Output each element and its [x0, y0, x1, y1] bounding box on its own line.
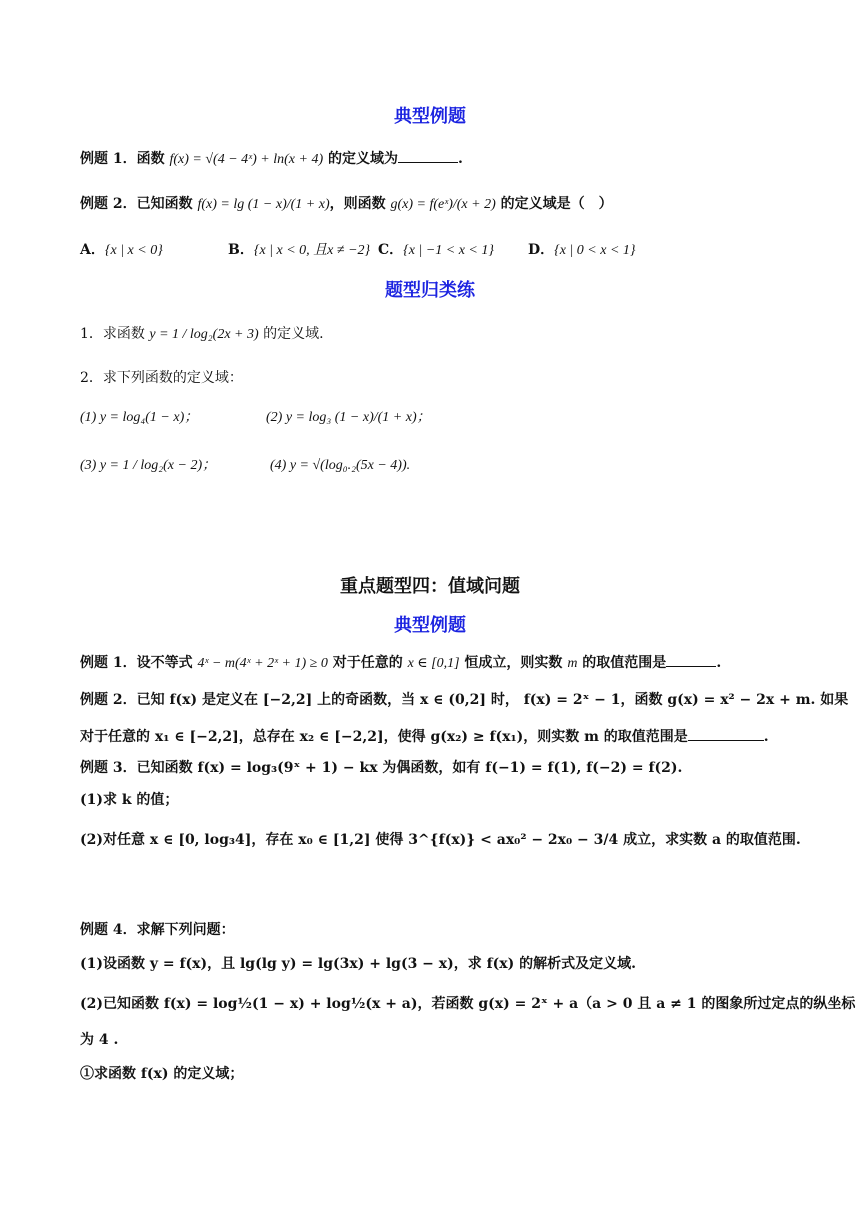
text: 已知函数 — [136, 196, 198, 212]
range-example-2-line-1 — [80, 690, 848, 710]
example-label: 例题 1． — [80, 655, 137, 671]
range-example-1 — [80, 652, 721, 674]
text: . — [457, 151, 463, 167]
example-label: 例题 1． — [80, 151, 137, 167]
range-example-3-q2: (2)对任意 x ∈ [0, log₃4]，存在 x₀ ∈ [1,2] 使得 3^{f(x)} < ax₀² − 2x₀ − 3/4 成立，求实数 a 的取值范围. — [80, 832, 801, 848]
option-label: D． — [528, 242, 555, 258]
example-label: 例题 3． — [80, 760, 137, 776]
practice-1 — [80, 324, 324, 345]
text: 对于任意的 x₁ ∈ [−2,2]，总存在 x₂ ∈ [−2,2]，使得 g(x₂) ≥ f(x₁)，则实数 m 的取值范围是 — [80, 729, 688, 745]
option-a[interactable] — [80, 240, 163, 261]
option-d[interactable] — [528, 240, 636, 261]
range-example-2-line-2 — [80, 726, 769, 747]
practice-2-item-4: (4) y = √(log₀.₂(5x − 4)). — [270, 458, 411, 473]
text: 1．求函数 — [80, 326, 150, 342]
range-example-4 — [80, 920, 235, 940]
range-example-4-q2-line-1: (2)已知函数 f(x) = log½(1 − x) + log½(x + a)，若函数 g(x) = 2ˣ + a（a > 0 且 a ≠ 1 的图象所过定点的纵坐标 — [80, 996, 856, 1012]
option-label: C． — [378, 242, 404, 258]
option-b[interactable] — [228, 240, 370, 261]
range-example-4-q1: (1)设函数 y = f(x)，且 lg(lg y) = lg(3x) + lg(3 − x)，求 f(x) 的解析式及定义域. — [80, 956, 637, 972]
range-example-4-q2-line-2: 为 4 . — [80, 1032, 119, 1048]
option-label: A． — [80, 242, 105, 258]
option-text: {x | −1 < x < 1} — [403, 243, 494, 258]
text: 的定义域是（ ） — [495, 196, 613, 212]
section-title-range: 重点题型四：值域问题 — [340, 576, 520, 597]
text: 的定义域. — [258, 326, 324, 342]
text: . — [763, 729, 769, 745]
text: 已知 f(x) 是定义在 [−2,2] 上的奇函数，当 x ∈ (0,2] 时， f(x) = 2ˣ − 1，函数 g(x) = x² − 2x + m. 如果 — [136, 692, 849, 708]
formula: g(x) = f(eˣ)/(x + 2) — [390, 197, 496, 212]
section-heading-practice: 题型归类练 — [385, 280, 475, 301]
range-example-3 — [80, 758, 682, 778]
formula: f(x) = √(4 − 4ˣ) + ln(x + 4) — [169, 152, 324, 167]
text: . — [716, 655, 722, 671]
section-heading-examples-2: 典型例题 — [394, 615, 466, 636]
formula: f(x) = lg (1 − x)/(1 + x) — [197, 197, 330, 212]
example-label: 例题 4． — [80, 922, 137, 938]
formula: 4ˣ − m(4ˣ + 2ˣ + 1) ≥ 0 — [197, 656, 328, 671]
section-heading-examples: 典型例题 — [394, 106, 466, 127]
formula: y = 1 / log₂(2x + 3) — [149, 327, 259, 342]
text: ，则函数 — [329, 196, 391, 212]
formula: x ∈ [0,1] — [407, 656, 460, 671]
text: 设不等式 — [136, 655, 198, 671]
practice-2-item-3: (3) y = 1 / log₂(x − 2)； — [80, 458, 217, 473]
text: 的取值范围是 — [577, 655, 667, 671]
option-text: {x | x < 0, 且x ≠ −2} — [253, 243, 371, 258]
option-text: {x | x < 0} — [104, 243, 163, 258]
text: 函数 — [136, 151, 170, 167]
practice-2: 2．求下列函数的定义域： — [80, 370, 243, 386]
text: 求解下列问题： — [136, 922, 235, 938]
example-label: 例题 2． — [80, 692, 137, 708]
example-2 — [80, 194, 613, 215]
option-c[interactable] — [378, 240, 494, 261]
answer-blank — [398, 148, 458, 163]
example-label: 例题 2． — [80, 196, 137, 212]
text: 对于任意的 — [327, 655, 408, 671]
text: 的定义域为 — [323, 151, 398, 167]
option-label: B． — [228, 242, 254, 258]
practice-2-item-1: (1) y = log₄(1 − x)； — [80, 410, 199, 425]
answer-blank — [666, 652, 716, 667]
range-example-3-q1: (1)求 k 的值； — [80, 792, 179, 808]
option-text: {x | 0 < x < 1} — [554, 243, 636, 258]
practice-2-item-2: (2) y = log₃ (1 − x)/(1 + x)； — [266, 410, 431, 425]
variable: m — [567, 656, 578, 671]
text: 已知函数 f(x) = log₃(9ˣ + 1) − kx 为偶函数，如有 f(−1) = f(1), f(−2) = f(2). — [136, 760, 683, 776]
answer-blank — [688, 726, 764, 741]
range-example-4-q2-sub-1: ①求函数 f(x) 的定义域； — [80, 1066, 244, 1082]
text: 恒成立，则实数 — [459, 655, 568, 671]
example-1 — [80, 148, 463, 170]
